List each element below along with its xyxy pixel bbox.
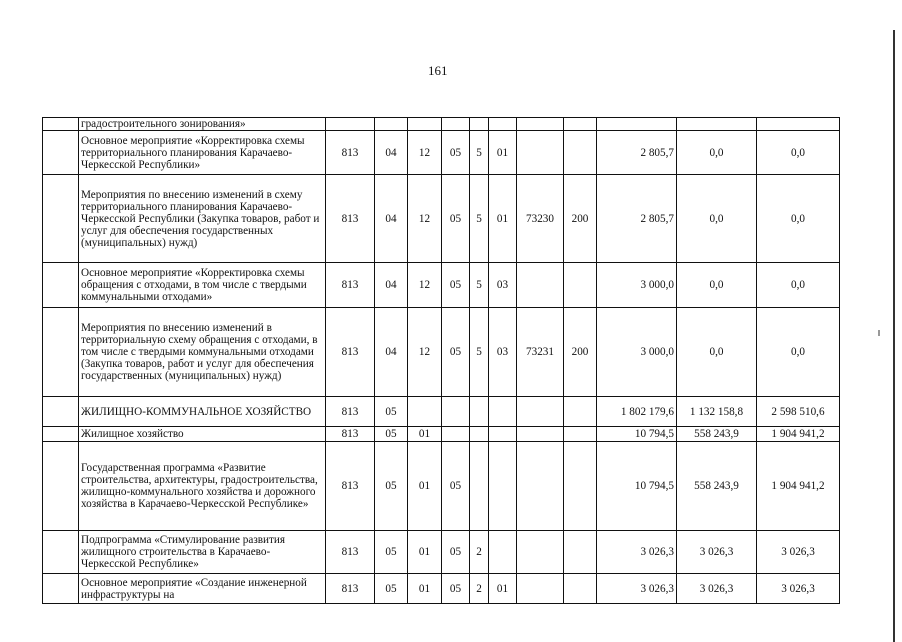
amount-year-2: 3 026,3	[677, 531, 757, 574]
expense-type-code	[564, 118, 597, 131]
row-name: Жилищное хозяйство	[79, 427, 326, 442]
ved-code: 813	[326, 175, 375, 263]
subsection-code: 12	[408, 131, 442, 175]
scan-edge-rule	[893, 30, 895, 642]
event-code: 03	[489, 263, 517, 308]
row-number-cell	[43, 442, 79, 531]
program-code	[442, 397, 470, 427]
amount-year-3: 1 904 941,2	[757, 427, 840, 442]
ved-code: 813	[326, 308, 375, 397]
program-code: 05	[442, 175, 470, 263]
row-number-cell	[43, 308, 79, 397]
row-name: градостроительного зонирования»	[79, 118, 326, 131]
event-code	[489, 118, 517, 131]
table-row	[43, 118, 840, 131]
direction-code: 73230	[517, 175, 564, 263]
amount-year-3: 3 026,3	[757, 531, 840, 574]
amount-year-3: 1 904 941,2	[757, 442, 840, 531]
section-code: 05	[375, 427, 408, 442]
event-code: 01	[489, 574, 517, 604]
row-name: Подпрограмма «Стимулирование развития жилищного строительства в Карачаево-Черкесской Республике»	[79, 531, 326, 574]
amount-year-1: 10 794,5	[597, 442, 677, 531]
direction-code	[517, 118, 564, 131]
subprogram-code: 5	[470, 263, 489, 308]
event-code: 01	[489, 175, 517, 263]
program-code	[442, 427, 470, 442]
subprogram-code: 5	[470, 175, 489, 263]
event-code	[489, 397, 517, 427]
section-code: 04	[375, 175, 408, 263]
section-code: 04	[375, 263, 408, 308]
row-number-cell	[43, 118, 79, 131]
row-name: Основное мероприятие «Корректировка схемы обращения с отходами, в том числе с твердыми коммунальными отходами»	[79, 263, 326, 308]
row-number-cell	[43, 131, 79, 175]
table-row	[43, 531, 840, 574]
row-name: ЖИЛИЩНО-КОММУНАЛЬНОЕ ХОЗЯЙСТВО	[79, 397, 326, 427]
expense-type-code	[564, 131, 597, 175]
subprogram-code: 5	[470, 308, 489, 397]
program-code: 05	[442, 263, 470, 308]
ved-code: 813	[326, 427, 375, 442]
amount-year-1: 2 805,7	[597, 175, 677, 263]
subsection-code	[408, 118, 442, 131]
amount-year-1: 3 000,0	[597, 308, 677, 397]
amount-year-2: 3 026,3	[677, 574, 757, 604]
subsection-code: 01	[408, 427, 442, 442]
amount-year-3: 0,0	[757, 308, 840, 397]
expense-type-code	[564, 531, 597, 574]
amount-year-2: 0,0	[677, 308, 757, 397]
table-row	[43, 175, 840, 263]
subsection-code: 12	[408, 263, 442, 308]
amount-year-1	[597, 118, 677, 131]
ved-code: 813	[326, 442, 375, 531]
row-number-cell	[43, 175, 79, 263]
table-row	[43, 308, 840, 397]
table-row	[43, 131, 840, 175]
expense-type-code: 200	[564, 308, 597, 397]
table-row	[43, 397, 840, 427]
program-code: 05	[442, 308, 470, 397]
ved-code: 813	[326, 131, 375, 175]
amount-year-3	[757, 118, 840, 131]
ved-code	[326, 118, 375, 131]
subprogram-code	[470, 118, 489, 131]
page-number: 161	[428, 63, 448, 78]
section-code: 05	[375, 397, 408, 427]
ved-code: 813	[326, 397, 375, 427]
expense-type-code	[564, 397, 597, 427]
amount-year-1: 3 000,0	[597, 263, 677, 308]
row-number-cell	[43, 574, 79, 604]
subprogram-code	[470, 397, 489, 427]
table-row	[43, 574, 840, 604]
event-code: 03	[489, 308, 517, 397]
amount-year-1: 3 026,3	[597, 574, 677, 604]
subprogram-code	[470, 427, 489, 442]
expense-type-code	[564, 442, 597, 531]
amount-year-3: 0,0	[757, 263, 840, 308]
section-code: 05	[375, 442, 408, 531]
program-code: 05	[442, 442, 470, 531]
program-code: 05	[442, 131, 470, 175]
amount-year-1: 2 805,7	[597, 131, 677, 175]
subprogram-code	[470, 442, 489, 531]
amount-year-3: 3 026,3	[757, 574, 840, 604]
amount-year-2: 0,0	[677, 175, 757, 263]
amount-year-2: 558 243,9	[677, 427, 757, 442]
expense-type-code	[564, 427, 597, 442]
program-code	[442, 118, 470, 131]
direction-code	[517, 442, 564, 531]
section-code: 04	[375, 131, 408, 175]
row-name: Мероприятия по внесению изменений в схему территориального планирования Карачаево-Черкесской Республики (Закупка товаров, работ и услуг для обеспечения государственных (муниципальных) нужд)	[79, 175, 326, 263]
direction-code	[517, 531, 564, 574]
amount-year-3: 2 598 510,6	[757, 397, 840, 427]
expense-type-code	[564, 263, 597, 308]
row-number-cell	[43, 427, 79, 442]
event-code: 01	[489, 131, 517, 175]
ved-code: 813	[326, 574, 375, 604]
row-name: Государственная программа «Развитие строительства, архитектуры, градостроительства, жилищно-коммунального хозяйства и дорожного хозяйства в Карачаево-Черкесской Республике»	[79, 442, 326, 531]
row-number-cell	[43, 263, 79, 308]
table-row	[43, 442, 840, 531]
row-name: Основное мероприятие «Создание инженерной инфраструктуры на	[79, 574, 326, 604]
direction-code	[517, 397, 564, 427]
section-code: 05	[375, 574, 408, 604]
scan-artifact	[878, 330, 880, 336]
row-name: Основное мероприятие «Корректировка схемы территориального планирования Карачаево-Черкесской Республики»	[79, 131, 326, 175]
subprogram-code: 5	[470, 131, 489, 175]
subsection-code: 01	[408, 442, 442, 531]
direction-code	[517, 131, 564, 175]
expense-type-code	[564, 574, 597, 604]
subsection-code: 12	[408, 308, 442, 397]
program-code: 05	[442, 531, 470, 574]
event-code	[489, 427, 517, 442]
program-code: 05	[442, 574, 470, 604]
section-code: 04	[375, 308, 408, 397]
section-code	[375, 118, 408, 131]
amount-year-3: 0,0	[757, 175, 840, 263]
direction-code	[517, 263, 564, 308]
direction-code: 73231	[517, 308, 564, 397]
event-code	[489, 442, 517, 531]
direction-code	[517, 427, 564, 442]
budget-table	[42, 117, 840, 604]
amount-year-2: 1 132 158,8	[677, 397, 757, 427]
budget-table-body	[43, 118, 840, 604]
direction-code	[517, 574, 564, 604]
amount-year-1: 1 802 179,6	[597, 397, 677, 427]
amount-year-1: 10 794,5	[597, 427, 677, 442]
subprogram-code: 2	[470, 531, 489, 574]
amount-year-2: 0,0	[677, 131, 757, 175]
amount-year-2	[677, 118, 757, 131]
amount-year-2: 558 243,9	[677, 442, 757, 531]
subsection-code: 01	[408, 531, 442, 574]
event-code	[489, 531, 517, 574]
row-number-cell	[43, 531, 79, 574]
subsection-code: 12	[408, 175, 442, 263]
row-name: Мероприятия по внесению изменений в территориальную схему обращения с отходами, в том числе с твердыми коммунальными отходами (Закупка товаров, работ и услуг для обеспечения государственных (муниципальных) нужд)	[79, 308, 326, 397]
ved-code: 813	[326, 531, 375, 574]
table-row	[43, 427, 840, 442]
amount-year-2: 0,0	[677, 263, 757, 308]
ved-code: 813	[326, 263, 375, 308]
amount-year-1: 3 026,3	[597, 531, 677, 574]
amount-year-3: 0,0	[757, 131, 840, 175]
subsection-code	[408, 397, 442, 427]
row-number-cell	[43, 397, 79, 427]
table-row	[43, 263, 840, 308]
subprogram-code: 2	[470, 574, 489, 604]
section-code: 05	[375, 531, 408, 574]
expense-type-code: 200	[564, 175, 597, 263]
subsection-code: 01	[408, 574, 442, 604]
